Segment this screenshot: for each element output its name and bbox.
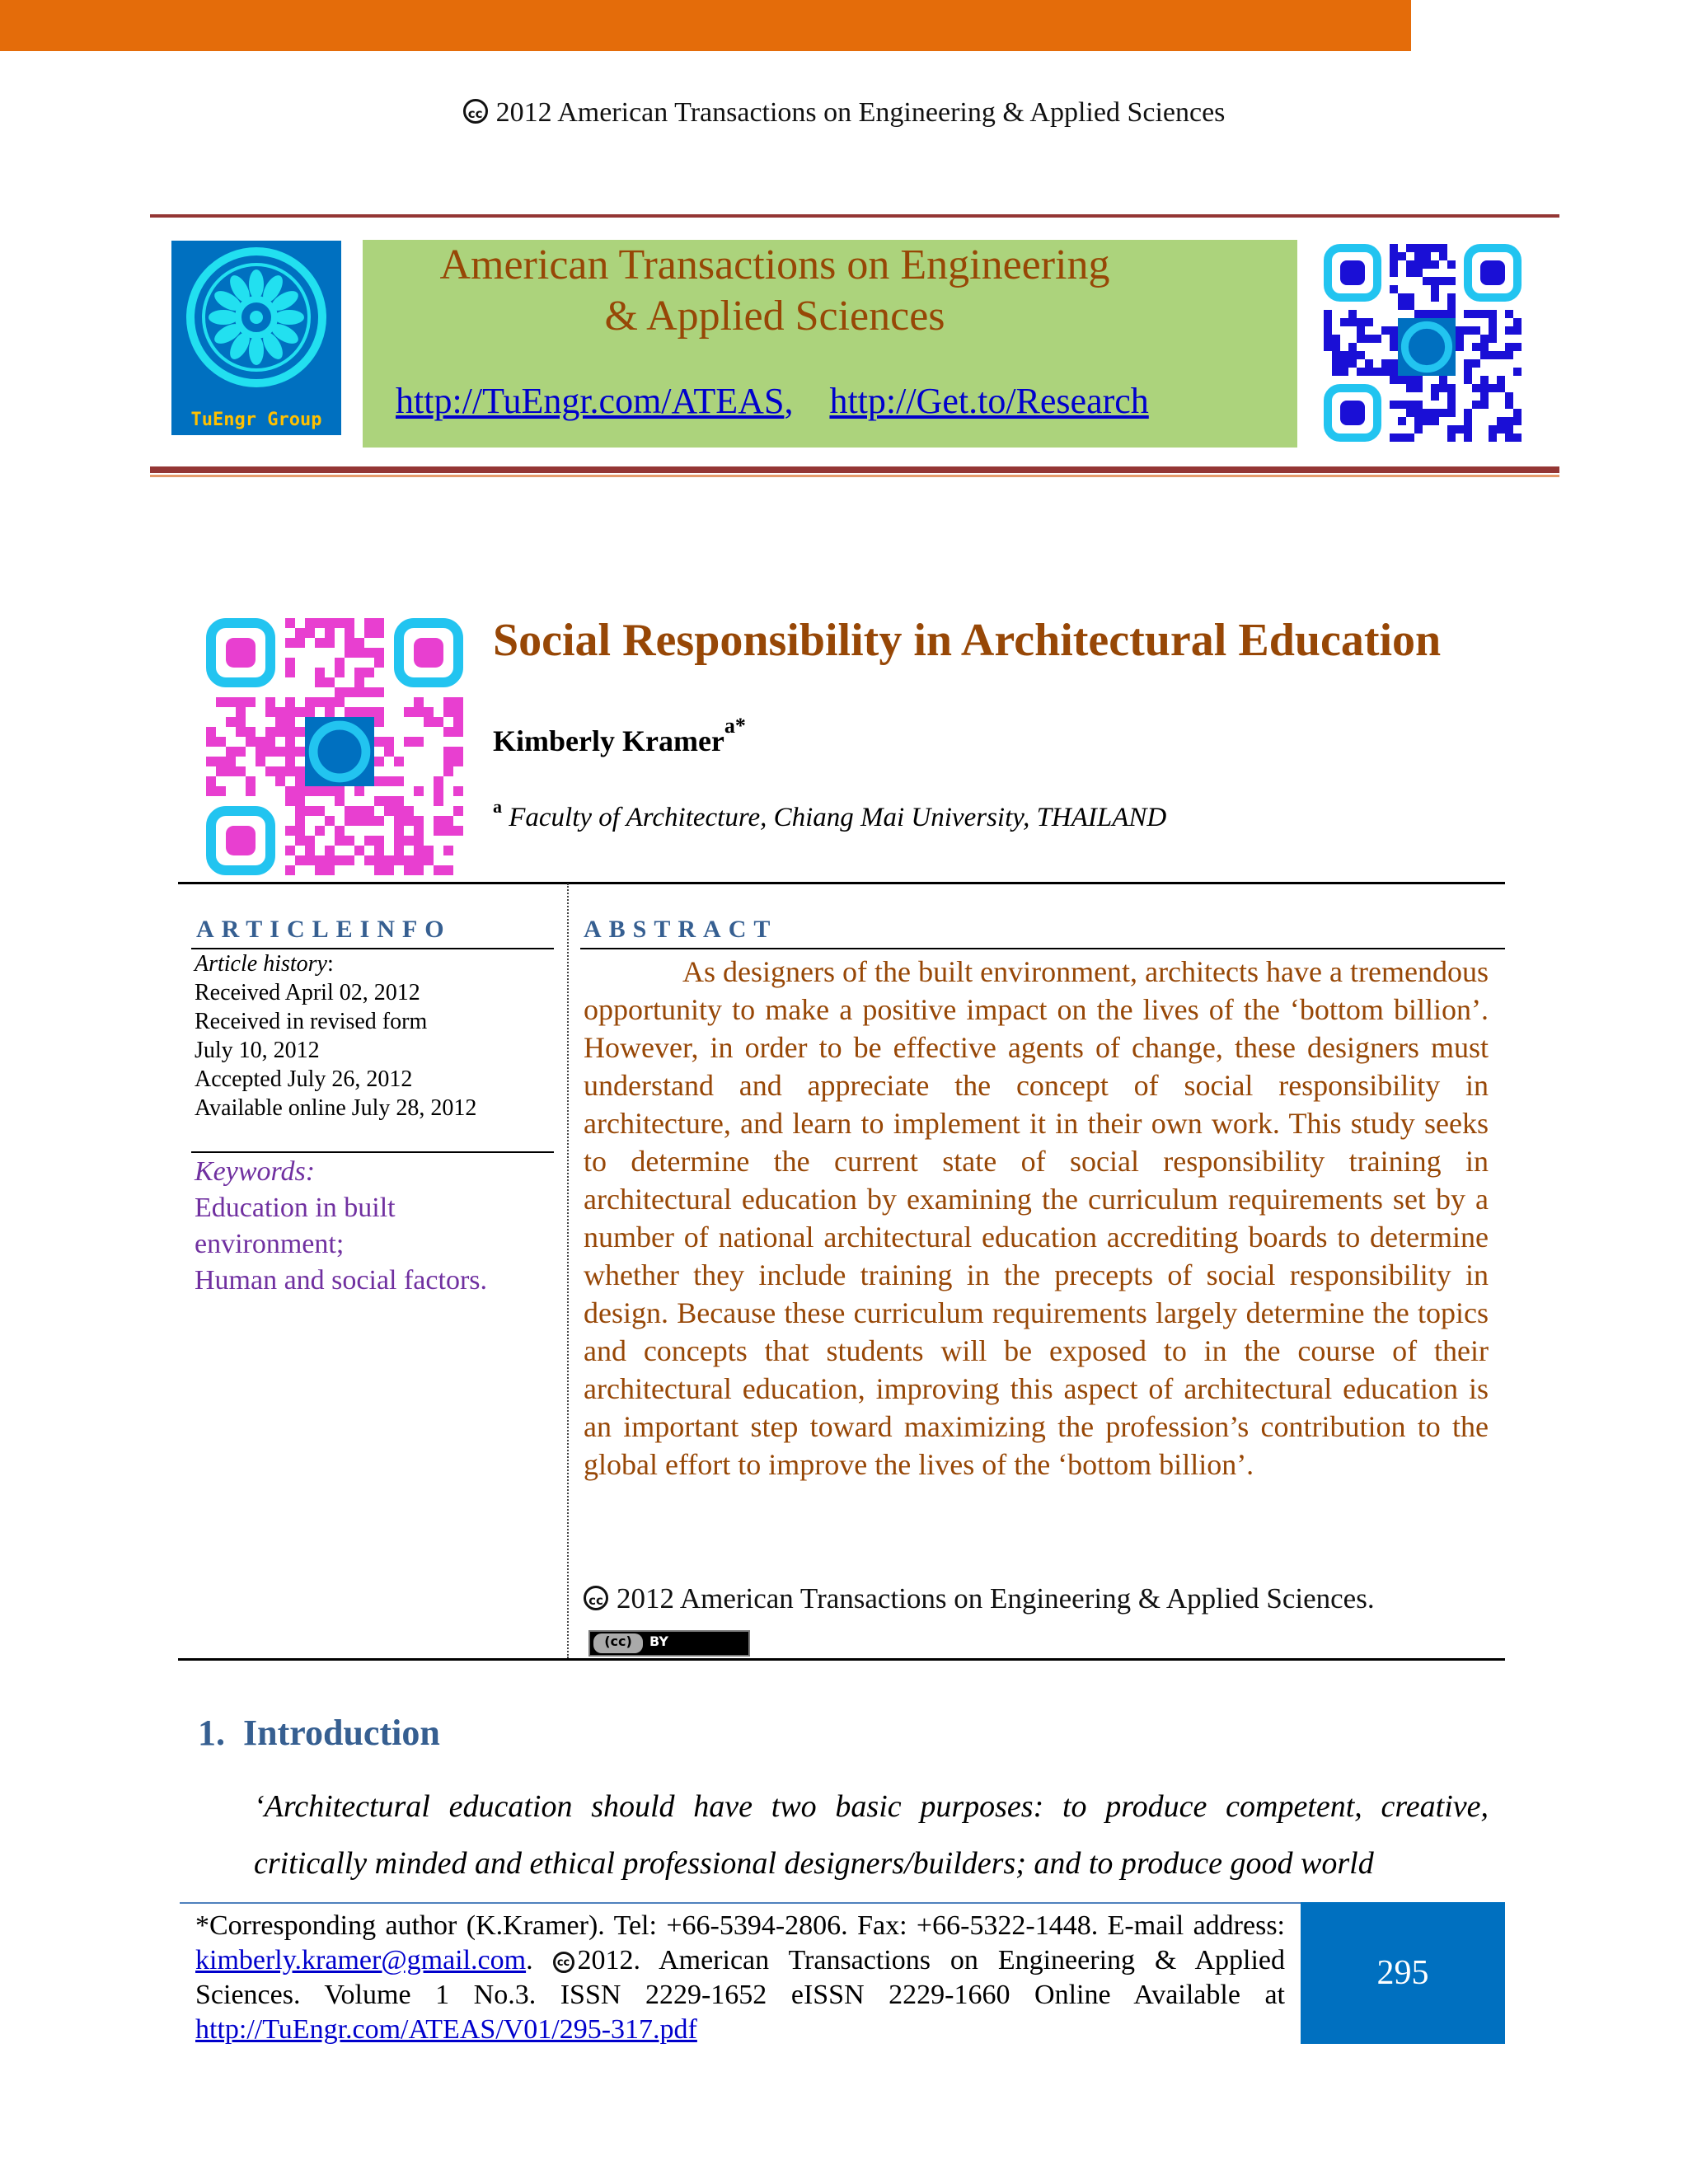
banner-bottom-rule-accent: [150, 475, 1559, 477]
research-link[interactable]: http://Get.to/Research: [829, 381, 1149, 421]
history-item: Received April 02, 2012: [195, 980, 420, 1005]
column-divider: [567, 883, 569, 1658]
journal-title: American Transactions on Engineering & Applied Sciences: [439, 241, 1110, 340]
keywords-rule: [191, 1151, 554, 1153]
tuengr-logo: TuEngr Group: [171, 241, 341, 435]
cc-icon: cc: [584, 1586, 608, 1610]
article-info-heading: ARTICLEINFO: [196, 916, 452, 943]
keyword-item: Education in built: [195, 1193, 396, 1223]
section-heading: 1. Introduction: [198, 1713, 440, 1753]
keyword-item: Human and social factors.: [195, 1265, 487, 1296]
journal-qr-code: [1324, 244, 1525, 446]
author-name: Kimberly Kramer$^{a*}$: [493, 714, 746, 757]
abstract-heading: ABSTRACT: [584, 916, 778, 943]
history-item: Received in revised form: [195, 1009, 428, 1034]
cc-icon: cc: [463, 99, 488, 124]
article-qr-code: [206, 618, 467, 883]
abstract-text: As designers of the built environment, architects have a tremendous opportunity to make a positive impact on the lives of the ‘bottom billion’. However, in order to be effective agents of change, these designers must understand and appreciate the concept of social responsibility in architecture, and learn to implement it in their own work. This study seeks to determine the current state of social responsibility training in architectural education by examining the curriculum requirements set by a number of national architectural education accrediting boards to determine whether they include training in the precepts of social responsibility in design. Because these curriculum requirements largely determine the topics and concepts that students will be exposed to in the course of their architectural education, improving this aspect of architectural education is an important step toward maximizing the profession’s contribution to the global effort to improve the lives of the ‘bottom billion’.: [584, 955, 1489, 1481]
cc-icon: cc: [553, 1952, 574, 1973]
banner-bottom-rule: [150, 466, 1559, 473]
abstract-bottom-rule: [178, 1658, 1505, 1661]
abstract-heading-rule: [580, 948, 1505, 949]
page-number: 295: [1301, 1902, 1505, 2044]
author-email-link[interactable]: kimberly.kramer@gmail.com: [195, 1945, 527, 1975]
history-item: Accepted July 26, 2012: [195, 1066, 413, 1092]
journal-banner: [363, 240, 1297, 448]
cc-by-license-badge[interactable]: (cc) BY: [588, 1630, 750, 1657]
header-copyright: cc 2012 American Transactions on Engineering & Applied Sciences: [0, 97, 1688, 129]
banner-links: http://TuEngr.com/ATEAS, http://Get.to/Research: [396, 381, 1149, 421]
keyword-item: environment;: [195, 1229, 345, 1259]
history-item: July 10, 2012: [195, 1038, 320, 1063]
keywords: Keywords: Education in built environment; Human and social factors.: [195, 1154, 487, 1299]
abstract-copyright: cc 2012 American Transactions on Engineering & Applied Sciences.: [584, 1582, 1375, 1615]
affiliation: $^a$ Faculty of Architecture, Chiang Mai University, THAILAND: [493, 796, 1167, 832]
dharma-wheel-icon: [186, 247, 326, 387]
article-history: Article history: Received April 02, 2012 Received in revised form July 10, 2012 Accepted July 26, 2012 Available online July 28, 2012: [195, 951, 477, 1121]
footnote-rule: [180, 1902, 1301, 1904]
intro-quote: ‘Architectural education should have two basic purposes: to produce competent, creative, critically minded and ethical professional designers/builders; and to produce good world: [254, 1789, 1489, 1881]
article-pdf-link[interactable]: http://TuEngr.com/ATEAS/V01/295-317.pdf: [195, 2014, 697, 2045]
info-top-rule: [178, 882, 1505, 884]
corresponding-author-footnote: *Corresponding author (K.Kramer). Tel: +66-5394-2806. Fax: +66-5322-1448. E-mail address: kimberly.kramer@gmail.com. cc 2012. American Transactions on Engineering & Applied Sciences. Volume 1 No.3. ISSN 2229-1652 eISSN 2229-1660 Online Available at http://TuEngr.com/ATEAS/V01/295-317.pdf: [195, 1910, 1285, 2045]
top-accent-bar: [0, 0, 1411, 51]
banner-top-rule: [150, 214, 1559, 218]
history-item: Available online July 28, 2012: [195, 1095, 477, 1121]
article-title: Social Responsibility in Architectural Education: [493, 615, 1442, 666]
journal-link[interactable]: http://TuEngr.com/ATEAS: [396, 381, 785, 421]
